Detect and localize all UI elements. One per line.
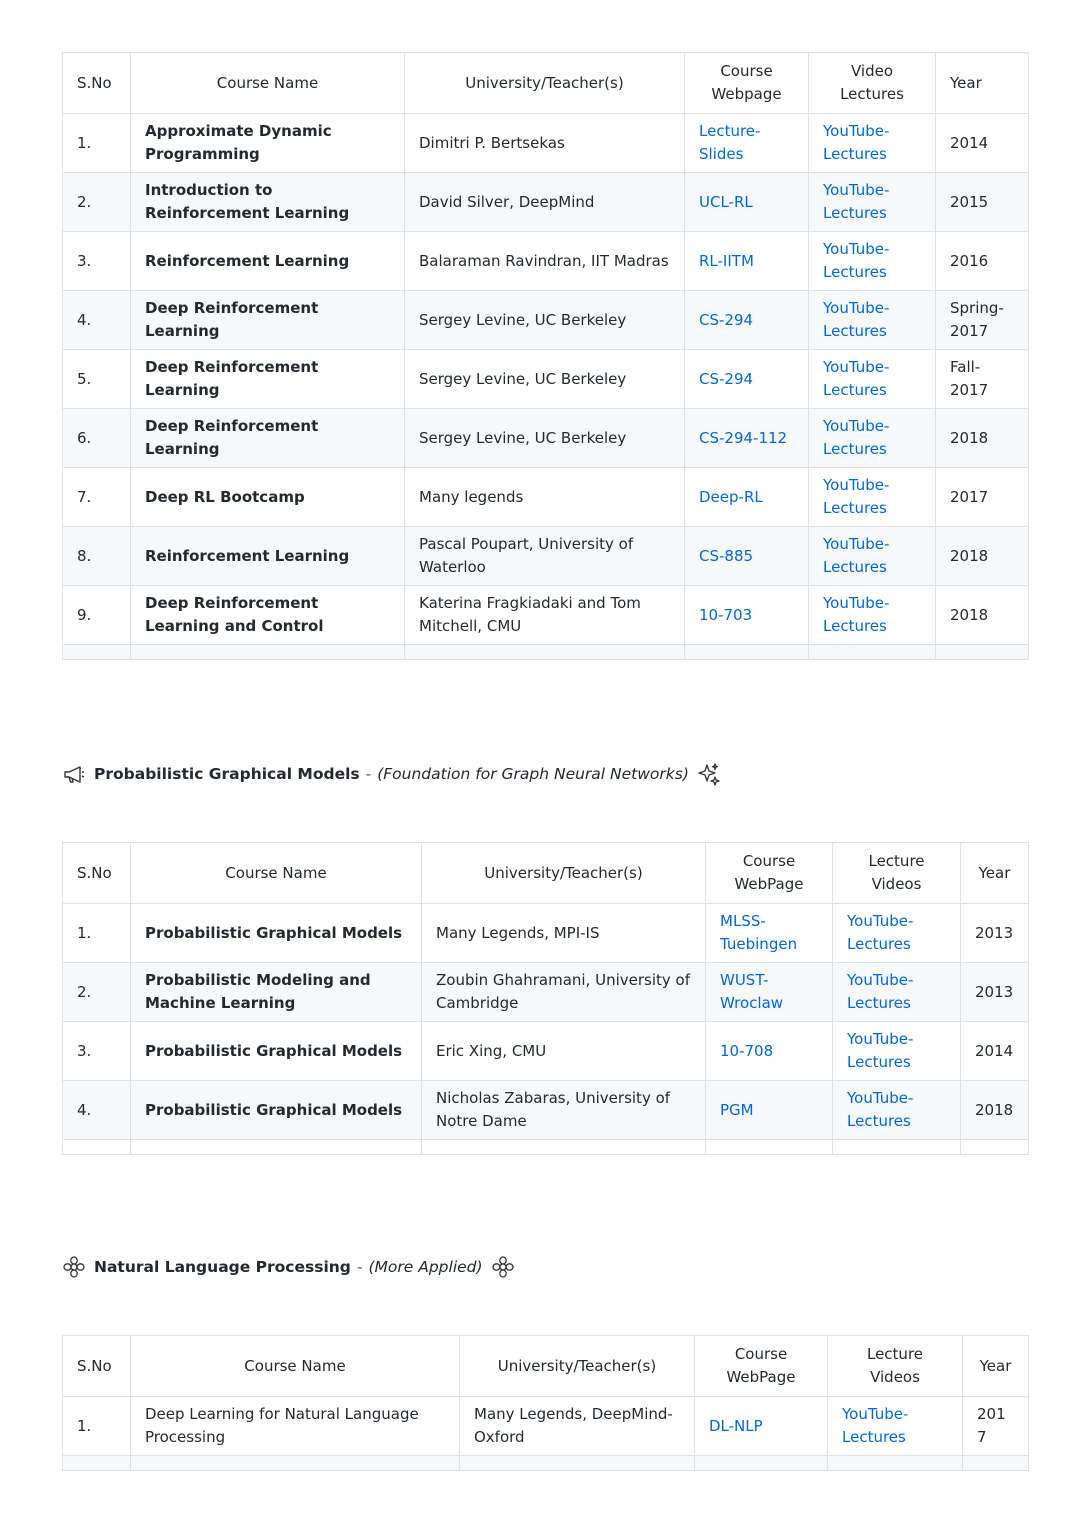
header-course-webpage: Course Webpage bbox=[685, 53, 809, 114]
row-teacher-cell bbox=[405, 114, 685, 173]
row-sno: 3. bbox=[77, 1041, 92, 1060]
row-sno: 4. bbox=[77, 1100, 92, 1119]
row-teacher-cell bbox=[405, 232, 685, 291]
row-sno-cell bbox=[63, 114, 131, 173]
row-year-cell bbox=[936, 527, 1029, 586]
course-webpage-link-cell bbox=[706, 1022, 833, 1081]
row-course-name-cell bbox=[131, 291, 405, 350]
row-sno: 9. bbox=[77, 605, 92, 624]
row-year: 2018 bbox=[950, 605, 989, 624]
course-webpage-link-cell bbox=[695, 1397, 828, 1456]
row-teacher: Sergey Levine, UC Berkeley bbox=[419, 428, 627, 447]
header-course-name: Course Name bbox=[131, 843, 422, 904]
course-webpage-link[interactable]: UCL-RL bbox=[699, 192, 753, 211]
row-sno-cell bbox=[63, 350, 131, 409]
megaphone-icon bbox=[62, 762, 86, 786]
row-course-name-cell bbox=[131, 586, 405, 645]
header-lecture-videos: Lecture Videos bbox=[833, 843, 961, 904]
empty-cell bbox=[422, 1140, 706, 1155]
row-year: 2018 bbox=[950, 428, 989, 447]
row-year-cell bbox=[936, 232, 1029, 291]
table-header-row bbox=[63, 843, 1029, 904]
header-teacher: University/Teacher(s) bbox=[460, 1336, 695, 1397]
row-teacher: Dimitri P. Bertsekas bbox=[419, 133, 565, 152]
header-teacher: University/Teacher(s) bbox=[422, 843, 706, 904]
row-year: 2013 bbox=[975, 923, 1014, 942]
course-webpage-link-cell bbox=[685, 586, 809, 645]
course-webpage-link[interactable]: 10-703 bbox=[699, 605, 753, 624]
pgm-section-heading bbox=[62, 762, 721, 786]
row-course-name-cell bbox=[131, 409, 405, 468]
table-row bbox=[63, 586, 1029, 645]
video-lectures-link[interactable]: YouTube-Lectures bbox=[823, 181, 890, 222]
nlp-section-separator: - bbox=[356, 1258, 363, 1276]
course-webpage-link[interactable]: MLSS-Tuebingen bbox=[720, 912, 798, 953]
header-sno: S.No bbox=[63, 1336, 131, 1397]
row-course-name-cell bbox=[131, 1397, 460, 1456]
video-lectures-link-cell bbox=[809, 173, 936, 232]
row-sno: 1. bbox=[77, 1416, 92, 1435]
header-course-name: Course Name bbox=[131, 1336, 460, 1397]
row-year-cell bbox=[936, 291, 1029, 350]
course-webpage-link-cell bbox=[685, 527, 809, 586]
row-teacher-cell bbox=[405, 527, 685, 586]
empty-cell bbox=[131, 645, 405, 660]
empty-cell bbox=[63, 1140, 131, 1155]
row-course-name: Deep RL Bootcamp bbox=[145, 487, 305, 506]
video-lectures-link[interactable]: YouTube-Lectures bbox=[847, 971, 914, 1012]
row-course-name: Reinforcement Learning bbox=[145, 546, 350, 565]
row-teacher: Nicholas Zabaras, University of Notre Dame bbox=[436, 1089, 671, 1130]
row-course-name: Deep Reinforcement Learning and Control bbox=[145, 594, 324, 635]
row-teacher: Sergey Levine, UC Berkeley bbox=[419, 310, 627, 329]
course-webpage-link[interactable]: CS-294 bbox=[699, 369, 754, 388]
video-lectures-link[interactable]: YouTube-Lectures bbox=[847, 1030, 914, 1071]
video-lectures-link[interactable]: YouTube-Lectures bbox=[823, 476, 890, 517]
row-year-cell bbox=[961, 1022, 1029, 1081]
table-row bbox=[63, 1081, 1029, 1140]
empty-cell bbox=[695, 1456, 828, 1471]
video-lectures-link-cell bbox=[809, 527, 936, 586]
course-webpage-link[interactable]: PGM bbox=[720, 1100, 754, 1119]
row-teacher-cell bbox=[405, 173, 685, 232]
row-teacher: Balaraman Ravindran, IIT Madras bbox=[419, 251, 669, 270]
video-lectures-link-cell bbox=[833, 1081, 961, 1140]
row-year: 2014 bbox=[975, 1041, 1014, 1060]
row-year: 2017 bbox=[950, 487, 989, 506]
row-sno-cell bbox=[63, 1081, 131, 1140]
course-webpage-link-cell bbox=[685, 173, 809, 232]
course-webpage-link[interactable]: WUST-Wroclaw bbox=[720, 971, 784, 1012]
table-header-row bbox=[63, 1336, 1029, 1397]
course-webpage-link[interactable]: CS-294 bbox=[699, 310, 754, 329]
video-lectures-link[interactable]: YouTube-Lectures bbox=[847, 912, 914, 953]
row-year: 2018 bbox=[950, 546, 989, 565]
video-lectures-link[interactable]: YouTube-Lectures bbox=[823, 417, 890, 458]
pgm-section-subtitle: (Foundation for Graph Neural Networks) bbox=[377, 765, 689, 783]
pgm-section-separator: - bbox=[365, 765, 372, 783]
row-course-name: Probabilistic Graphical Models bbox=[145, 1100, 403, 1119]
video-lectures-link-cell bbox=[809, 586, 936, 645]
course-webpage-link-cell bbox=[685, 409, 809, 468]
row-teacher-cell bbox=[405, 586, 685, 645]
row-course-name: Probabilistic Modeling and Machine Learning bbox=[145, 971, 371, 1012]
row-sno: 4. bbox=[77, 310, 92, 329]
header-sno: S.No bbox=[63, 53, 131, 114]
flower-icon bbox=[491, 1255, 515, 1279]
row-teacher-cell bbox=[405, 350, 685, 409]
video-lectures-link-cell bbox=[809, 350, 936, 409]
table-row bbox=[63, 232, 1029, 291]
table-row bbox=[63, 963, 1029, 1022]
table-row bbox=[63, 409, 1029, 468]
row-course-name-cell bbox=[131, 114, 405, 173]
course-webpage-link[interactable]: DL-NLP bbox=[709, 1416, 763, 1435]
row-year-cell bbox=[963, 1397, 1029, 1456]
nlp-section-heading bbox=[62, 1255, 515, 1279]
course-webpage-link-cell bbox=[706, 963, 833, 1022]
video-lectures-link-cell bbox=[809, 468, 936, 527]
empty-cell bbox=[131, 1140, 422, 1155]
header-lecture-videos: Lecture Videos bbox=[828, 1336, 963, 1397]
row-teacher-cell bbox=[422, 904, 706, 963]
row-sno-cell bbox=[63, 468, 131, 527]
row-course-name-cell bbox=[131, 1022, 422, 1081]
row-sno-cell bbox=[63, 1397, 131, 1456]
row-course-name-cell bbox=[131, 527, 405, 586]
course-webpage-link[interactable]: CS-294-112 bbox=[699, 428, 788, 447]
course-webpage-link-cell bbox=[685, 468, 809, 527]
row-sno-cell bbox=[63, 173, 131, 232]
row-year: 2016 bbox=[950, 251, 989, 270]
table-row bbox=[63, 291, 1029, 350]
video-lectures-link-cell bbox=[809, 409, 936, 468]
row-course-name-cell bbox=[131, 232, 405, 291]
row-sno-cell bbox=[63, 232, 131, 291]
course-webpage-link-cell bbox=[685, 114, 809, 173]
row-year-cell bbox=[961, 904, 1029, 963]
row-sno-cell bbox=[63, 904, 131, 963]
empty-row bbox=[63, 1140, 1029, 1155]
video-lectures-link[interactable]: YouTube-Lectures bbox=[823, 594, 890, 635]
row-teacher: Many Legends, DeepMind-Oxford bbox=[474, 1405, 673, 1446]
row-sno: 5. bbox=[77, 369, 92, 388]
row-teacher-cell bbox=[422, 1022, 706, 1081]
rl-course-table bbox=[62, 52, 1029, 660]
table-row bbox=[63, 173, 1029, 232]
row-course-name: Deep Reinforcement Learning bbox=[145, 299, 319, 340]
video-lectures-link-cell bbox=[833, 1022, 961, 1081]
row-sno: 2. bbox=[77, 982, 92, 1001]
row-sno: 6. bbox=[77, 428, 92, 447]
row-sno-cell bbox=[63, 291, 131, 350]
row-year-cell bbox=[961, 1081, 1029, 1140]
row-year: Spring-2017 bbox=[950, 299, 1004, 340]
table-row bbox=[63, 1397, 1029, 1456]
header-year: Year bbox=[961, 843, 1029, 904]
header-course-webpage: Course WebPage bbox=[695, 1336, 828, 1397]
row-sno: 1. bbox=[77, 133, 92, 152]
nlp-section-subtitle: (More Applied) bbox=[368, 1258, 483, 1276]
nlp-course-table bbox=[62, 1335, 1029, 1471]
row-year-cell bbox=[961, 963, 1029, 1022]
empty-cell bbox=[63, 645, 131, 660]
video-lectures-link[interactable]: YouTube-Lectures bbox=[823, 240, 890, 281]
empty-cell bbox=[706, 1140, 833, 1155]
header-year: Year bbox=[963, 1336, 1029, 1397]
row-course-name-cell bbox=[131, 1081, 422, 1140]
video-lectures-link[interactable]: YouTube-Lectures bbox=[842, 1405, 909, 1446]
row-sno: 3. bbox=[77, 251, 92, 270]
row-sno-cell bbox=[63, 409, 131, 468]
row-teacher: Many Legends, MPI-IS bbox=[436, 923, 600, 942]
row-course-name-cell bbox=[131, 173, 405, 232]
row-course-name-cell bbox=[131, 350, 405, 409]
video-lectures-link[interactable]: YouTube-Lectures bbox=[823, 535, 890, 576]
row-sno-cell bbox=[63, 527, 131, 586]
row-course-name-cell bbox=[131, 904, 422, 963]
table-row bbox=[63, 468, 1029, 527]
row-year: 2015 bbox=[950, 192, 989, 211]
empty-row bbox=[63, 645, 1029, 660]
row-sno: 2. bbox=[77, 192, 92, 211]
empty-cell bbox=[828, 1456, 963, 1471]
row-course-name: Deep Learning for Natural Language Processing bbox=[145, 1405, 419, 1446]
row-teacher-cell bbox=[422, 963, 706, 1022]
row-teacher-cell bbox=[460, 1397, 695, 1456]
row-year: 2013 bbox=[975, 982, 1014, 1001]
row-sno-cell bbox=[63, 963, 131, 1022]
video-lectures-link[interactable]: YouTube-Lectures bbox=[847, 1089, 914, 1130]
course-webpage-link[interactable]: CS-885 bbox=[699, 546, 754, 565]
course-webpage-link-cell bbox=[685, 350, 809, 409]
row-teacher-cell bbox=[405, 409, 685, 468]
video-lectures-link-cell bbox=[833, 963, 961, 1022]
course-webpage-link-cell bbox=[706, 1081, 833, 1140]
row-teacher: Sergey Levine, UC Berkeley bbox=[419, 369, 627, 388]
row-sno: 1. bbox=[77, 923, 92, 942]
video-lectures-link-cell bbox=[833, 904, 961, 963]
row-teacher-cell bbox=[422, 1081, 706, 1140]
nlp-section-title: Natural Language Processing bbox=[94, 1258, 351, 1276]
row-year: 2017 bbox=[977, 1405, 1006, 1446]
row-year-cell bbox=[936, 114, 1029, 173]
row-sno-cell bbox=[63, 586, 131, 645]
table-row bbox=[63, 114, 1029, 173]
row-year: 2014 bbox=[950, 133, 989, 152]
flower-icon bbox=[62, 1255, 86, 1279]
header-year: Year bbox=[936, 53, 1029, 114]
row-course-name: Probabilistic Graphical Models bbox=[145, 923, 403, 942]
row-year-cell bbox=[936, 468, 1029, 527]
table-row bbox=[63, 350, 1029, 409]
video-lectures-link-cell bbox=[809, 114, 936, 173]
empty-row bbox=[63, 1456, 1029, 1471]
empty-cell bbox=[63, 1456, 131, 1471]
row-year: Fall-2017 bbox=[950, 358, 989, 399]
header-course-name: Course Name bbox=[131, 53, 405, 114]
row-year-cell bbox=[936, 350, 1029, 409]
course-webpage-link-cell bbox=[685, 291, 809, 350]
header-video-lectures: Video Lectures bbox=[809, 53, 936, 114]
video-lectures-link-cell bbox=[809, 291, 936, 350]
sparkle-icon bbox=[697, 762, 721, 786]
row-year-cell bbox=[936, 586, 1029, 645]
row-course-name-cell bbox=[131, 468, 405, 527]
course-webpage-link[interactable]: Deep-RL bbox=[699, 487, 763, 506]
pgm-course-table bbox=[62, 842, 1029, 1155]
video-lectures-link[interactable]: YouTube-Lectures bbox=[823, 358, 890, 399]
course-webpage-link[interactable]: Lecture-Slides bbox=[699, 122, 761, 163]
row-teacher: Katerina Fragkiadaki and Tom Mitchell, CMU bbox=[419, 594, 641, 635]
row-teacher-cell bbox=[405, 468, 685, 527]
empty-cell bbox=[961, 1140, 1029, 1155]
row-teacher: Many legends bbox=[419, 487, 524, 506]
empty-cell bbox=[809, 645, 936, 660]
row-teacher: Zoubin Ghahramani, University of Cambridge bbox=[436, 971, 691, 1012]
header-course-webpage: Course WebPage bbox=[706, 843, 833, 904]
row-sno-cell bbox=[63, 1022, 131, 1081]
row-sno: 8. bbox=[77, 546, 92, 565]
row-teacher: David Silver, DeepMind bbox=[419, 192, 595, 211]
video-lectures-link[interactable]: YouTube-Lectures bbox=[823, 299, 890, 340]
row-course-name: Probabilistic Graphical Models bbox=[145, 1041, 403, 1060]
course-webpage-link[interactable]: RL-IITM bbox=[699, 251, 754, 270]
course-webpage-link[interactable]: 10-708 bbox=[720, 1041, 774, 1060]
video-lectures-link-cell bbox=[828, 1397, 963, 1456]
row-teacher: Pascal Poupart, University of Waterloo bbox=[419, 535, 634, 576]
row-year-cell bbox=[936, 173, 1029, 232]
table-row bbox=[63, 1022, 1029, 1081]
table-row bbox=[63, 904, 1029, 963]
empty-cell bbox=[685, 645, 809, 660]
row-year: 2018 bbox=[975, 1100, 1014, 1119]
course-webpage-link-cell bbox=[685, 232, 809, 291]
row-course-name: Reinforcement Learning bbox=[145, 251, 350, 270]
row-course-name-cell bbox=[131, 963, 422, 1022]
video-lectures-link-cell bbox=[809, 232, 936, 291]
table-header-row bbox=[63, 53, 1029, 114]
empty-cell bbox=[963, 1456, 1029, 1471]
row-year-cell bbox=[936, 409, 1029, 468]
pgm-section-title: Probabilistic Graphical Models bbox=[94, 765, 360, 783]
empty-cell bbox=[131, 1456, 460, 1471]
row-course-name: Deep Reinforcement Learning bbox=[145, 417, 319, 458]
course-webpage-link-cell bbox=[706, 904, 833, 963]
row-teacher: Eric Xing, CMU bbox=[436, 1041, 547, 1060]
row-course-name: Approximate Dynamic Programming bbox=[145, 122, 332, 163]
empty-cell bbox=[833, 1140, 961, 1155]
empty-cell bbox=[936, 645, 1029, 660]
empty-cell bbox=[405, 645, 685, 660]
header-teacher: University/Teacher(s) bbox=[405, 53, 685, 114]
row-course-name: Introduction to Reinforcement Learning bbox=[145, 181, 350, 222]
table-row bbox=[63, 527, 1029, 586]
row-sno: 7. bbox=[77, 487, 92, 506]
row-course-name: Deep Reinforcement Learning bbox=[145, 358, 319, 399]
row-teacher-cell bbox=[405, 291, 685, 350]
header-sno: S.No bbox=[63, 843, 131, 904]
video-lectures-link[interactable]: YouTube-Lectures bbox=[823, 122, 890, 163]
empty-cell bbox=[460, 1456, 695, 1471]
